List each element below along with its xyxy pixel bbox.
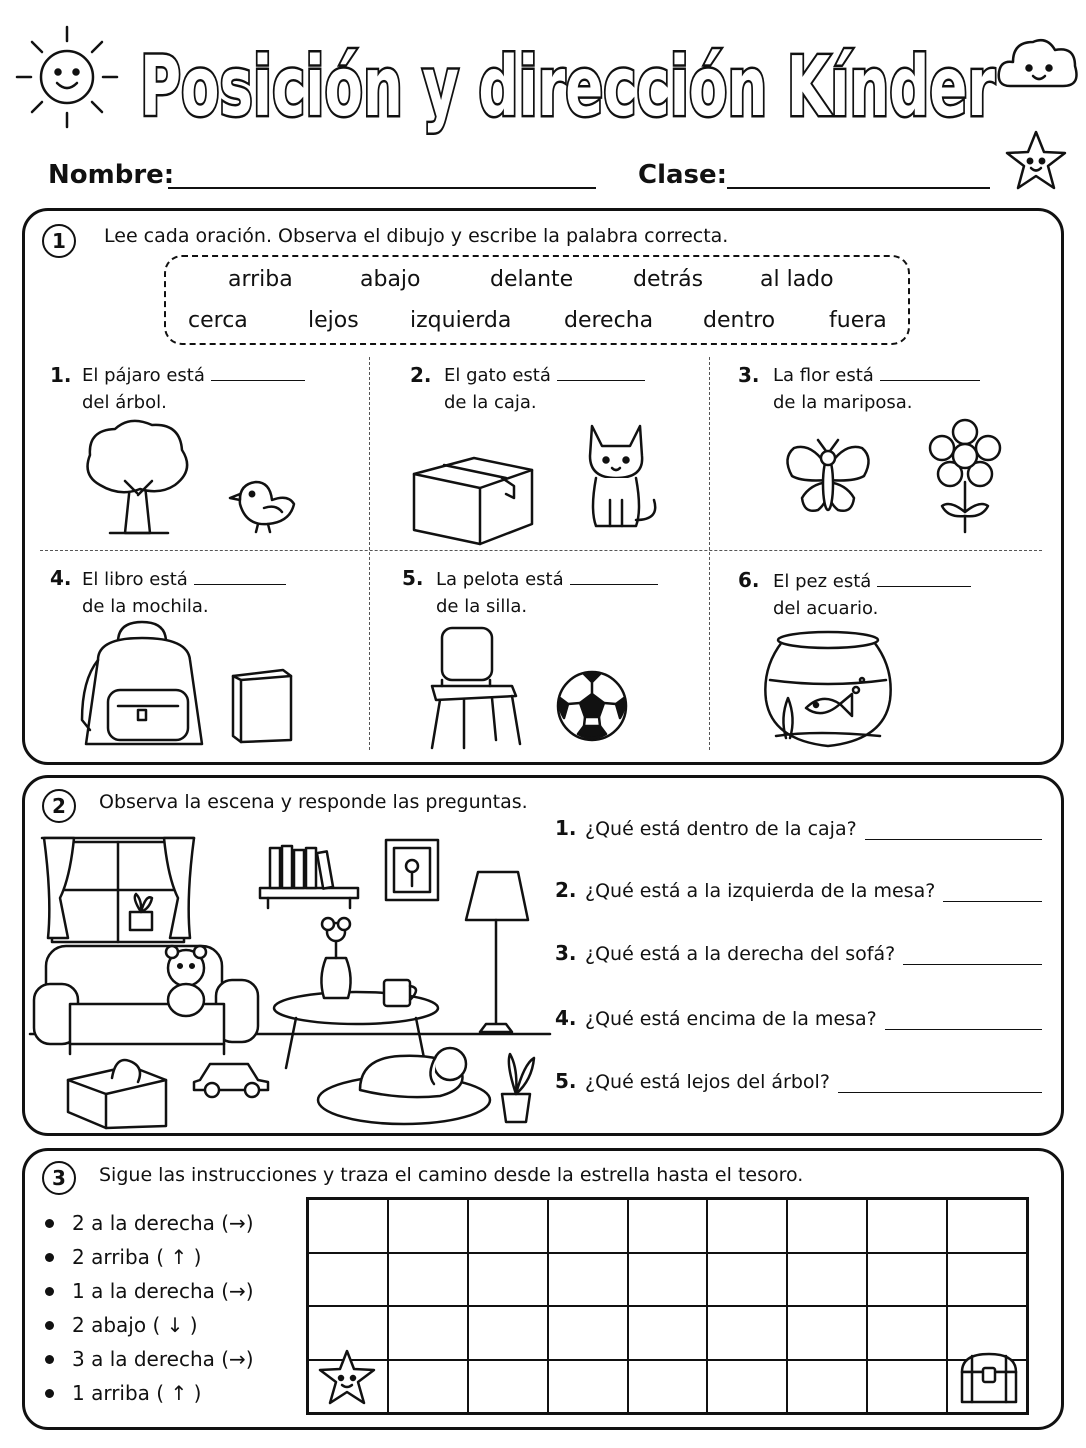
grid-cell[interactable] (867, 1253, 947, 1307)
word-bank-word: abajo (360, 267, 421, 292)
grid-cell[interactable] (308, 1199, 388, 1253)
grid-cell[interactable] (468, 1360, 548, 1414)
grid-cell[interactable] (867, 1306, 947, 1360)
grid-cell[interactable] (548, 1199, 628, 1253)
section-1-instruction: Lee cada oración. Observa el dibujo y escribe la palabra correcta. (104, 225, 729, 247)
section-3-number: 3 (42, 1161, 76, 1195)
grid-cell[interactable] (707, 1306, 787, 1360)
box-icon (410, 448, 536, 546)
grid-cell[interactable] (947, 1199, 1027, 1253)
word-bank-word: lejos (308, 308, 359, 333)
word-bank-word: fuera (829, 308, 887, 333)
fishbowl-icon (756, 628, 900, 750)
answer-blank[interactable] (877, 568, 971, 587)
answer-blank[interactable] (570, 566, 658, 585)
direction-step: 1 arriba ( ↑ ) (45, 1381, 201, 1405)
grid-cell[interactable] (787, 1360, 867, 1414)
section-2-number: 2 (42, 789, 76, 823)
question-row: 3. ¿Qué está a la derecha del sofá? (555, 941, 1042, 965)
direction-step: 2 a la derecha (→) (45, 1211, 254, 1235)
grid-cell[interactable] (947, 1253, 1027, 1307)
soccer-ball-icon (554, 668, 630, 744)
item-number: 4. (50, 566, 72, 590)
grid-cell[interactable] (867, 1199, 947, 1253)
section-1-number: 1 (42, 224, 76, 258)
item-text: El gato está de la caja. (444, 362, 645, 416)
grid-cell[interactable] (628, 1306, 708, 1360)
question-row: 1. ¿Qué está dentro de la caja? (555, 816, 1042, 840)
answer-blank[interactable] (880, 362, 980, 381)
bird-icon (228, 474, 298, 536)
answer-blank[interactable] (194, 566, 286, 585)
grid-cell[interactable] (628, 1199, 708, 1253)
question-row: 5. ¿Qué está lejos del árbol? (555, 1069, 1042, 1093)
grid-cell[interactable] (628, 1360, 708, 1414)
direction-step: 2 abajo ( ↓ ) (45, 1313, 198, 1337)
item-number: 6. (738, 568, 760, 592)
item-text: El pájaro está del árbol. (82, 362, 305, 416)
direction-step: 2 arriba ( ↑ ) (45, 1245, 201, 1269)
grid-cell[interactable] (707, 1199, 787, 1253)
grid-cell[interactable] (388, 1360, 468, 1414)
page-title (135, 20, 1005, 140)
grid-cell[interactable] (707, 1253, 787, 1307)
answer-blank[interactable] (211, 362, 305, 381)
grid-cell[interactable] (308, 1253, 388, 1307)
grid-cell[interactable] (548, 1360, 628, 1414)
answer-line[interactable] (838, 1074, 1042, 1093)
grid-cell[interactable] (388, 1306, 468, 1360)
answer-line[interactable] (885, 1011, 1042, 1030)
grid-cell[interactable] (548, 1253, 628, 1307)
tree-icon (80, 415, 195, 537)
backpack-icon (78, 620, 210, 748)
item-text: El pez está del acuario. (773, 568, 971, 622)
grid-cell[interactable] (548, 1306, 628, 1360)
item-text: La pelota está de la silla. (436, 566, 658, 620)
direction-step: 3 a la derecha (→) (45, 1347, 254, 1371)
star-icon (1003, 128, 1069, 194)
name-field[interactable] (168, 187, 596, 189)
svg-text:Posición y dirección Kínder: Posición y dirección Kínder (140, 40, 996, 135)
grid-cell[interactable] (787, 1199, 867, 1253)
class-field[interactable] (727, 187, 990, 189)
word-bank-word: izquierda (410, 308, 512, 333)
living-room-scene (30, 828, 550, 1128)
grid-cell[interactable] (787, 1253, 867, 1307)
section-2-instruction: Observa la escena y responde las preguntas. (99, 791, 528, 813)
cloud-icon (995, 28, 1081, 98)
butterfly-icon (782, 438, 874, 520)
book-icon (229, 666, 295, 744)
chair-icon (424, 624, 524, 752)
grid-cell[interactable] (787, 1306, 867, 1360)
direction-step: 1 a la derecha (→) (45, 1279, 254, 1303)
word-bank-word: delante (490, 267, 574, 292)
class-label: Clase: (638, 160, 728, 190)
item-text: La flor está de la mariposa. (773, 362, 980, 416)
item-number: 2. (410, 363, 432, 387)
divider (709, 357, 710, 750)
grid-cell[interactable] (468, 1253, 548, 1307)
answer-line[interactable] (865, 821, 1042, 840)
answer-line[interactable] (903, 946, 1042, 965)
grid-cell[interactable] (468, 1199, 548, 1253)
sun-icon (12, 15, 122, 135)
item-number: 3. (738, 363, 760, 387)
divider (369, 357, 370, 750)
grid-cell[interactable] (867, 1360, 947, 1414)
item-number: 5. (402, 566, 424, 590)
word-bank (164, 255, 910, 345)
grid-cell[interactable] (628, 1253, 708, 1307)
grid-cell[interactable] (388, 1199, 468, 1253)
word-bank-word: arriba (228, 267, 293, 292)
divider (40, 550, 1042, 551)
star-icon (316, 1348, 378, 1408)
cat-icon (580, 420, 664, 532)
grid-cell[interactable] (388, 1253, 468, 1307)
answer-line[interactable] (943, 883, 1042, 902)
answer-blank[interactable] (557, 362, 645, 381)
item-text: El libro está de la mochila. (82, 566, 286, 620)
word-bank-word: derecha (564, 308, 654, 333)
word-bank-word: dentro (703, 308, 776, 333)
question-row: 4. ¿Qué está encima de la mesa? (555, 1006, 1042, 1030)
path-grid (306, 1197, 1029, 1415)
grid-cell[interactable] (707, 1360, 787, 1414)
grid-cell[interactable] (468, 1306, 548, 1360)
name-label: Nombre: (48, 160, 175, 190)
flower-icon (928, 420, 1002, 534)
treasure-chest-icon (958, 1350, 1020, 1406)
word-bank-word: cerca (188, 308, 248, 333)
word-bank-word: al lado (760, 267, 834, 292)
word-bank-word: detrás (633, 267, 704, 292)
section-3-instruction: Sigue las instrucciones y traza el camino desde la estrella hasta el tesoro. (99, 1164, 804, 1186)
item-number: 1. (50, 363, 72, 387)
question-row: 2. ¿Qué está a la izquierda de la mesa? (555, 878, 1042, 902)
